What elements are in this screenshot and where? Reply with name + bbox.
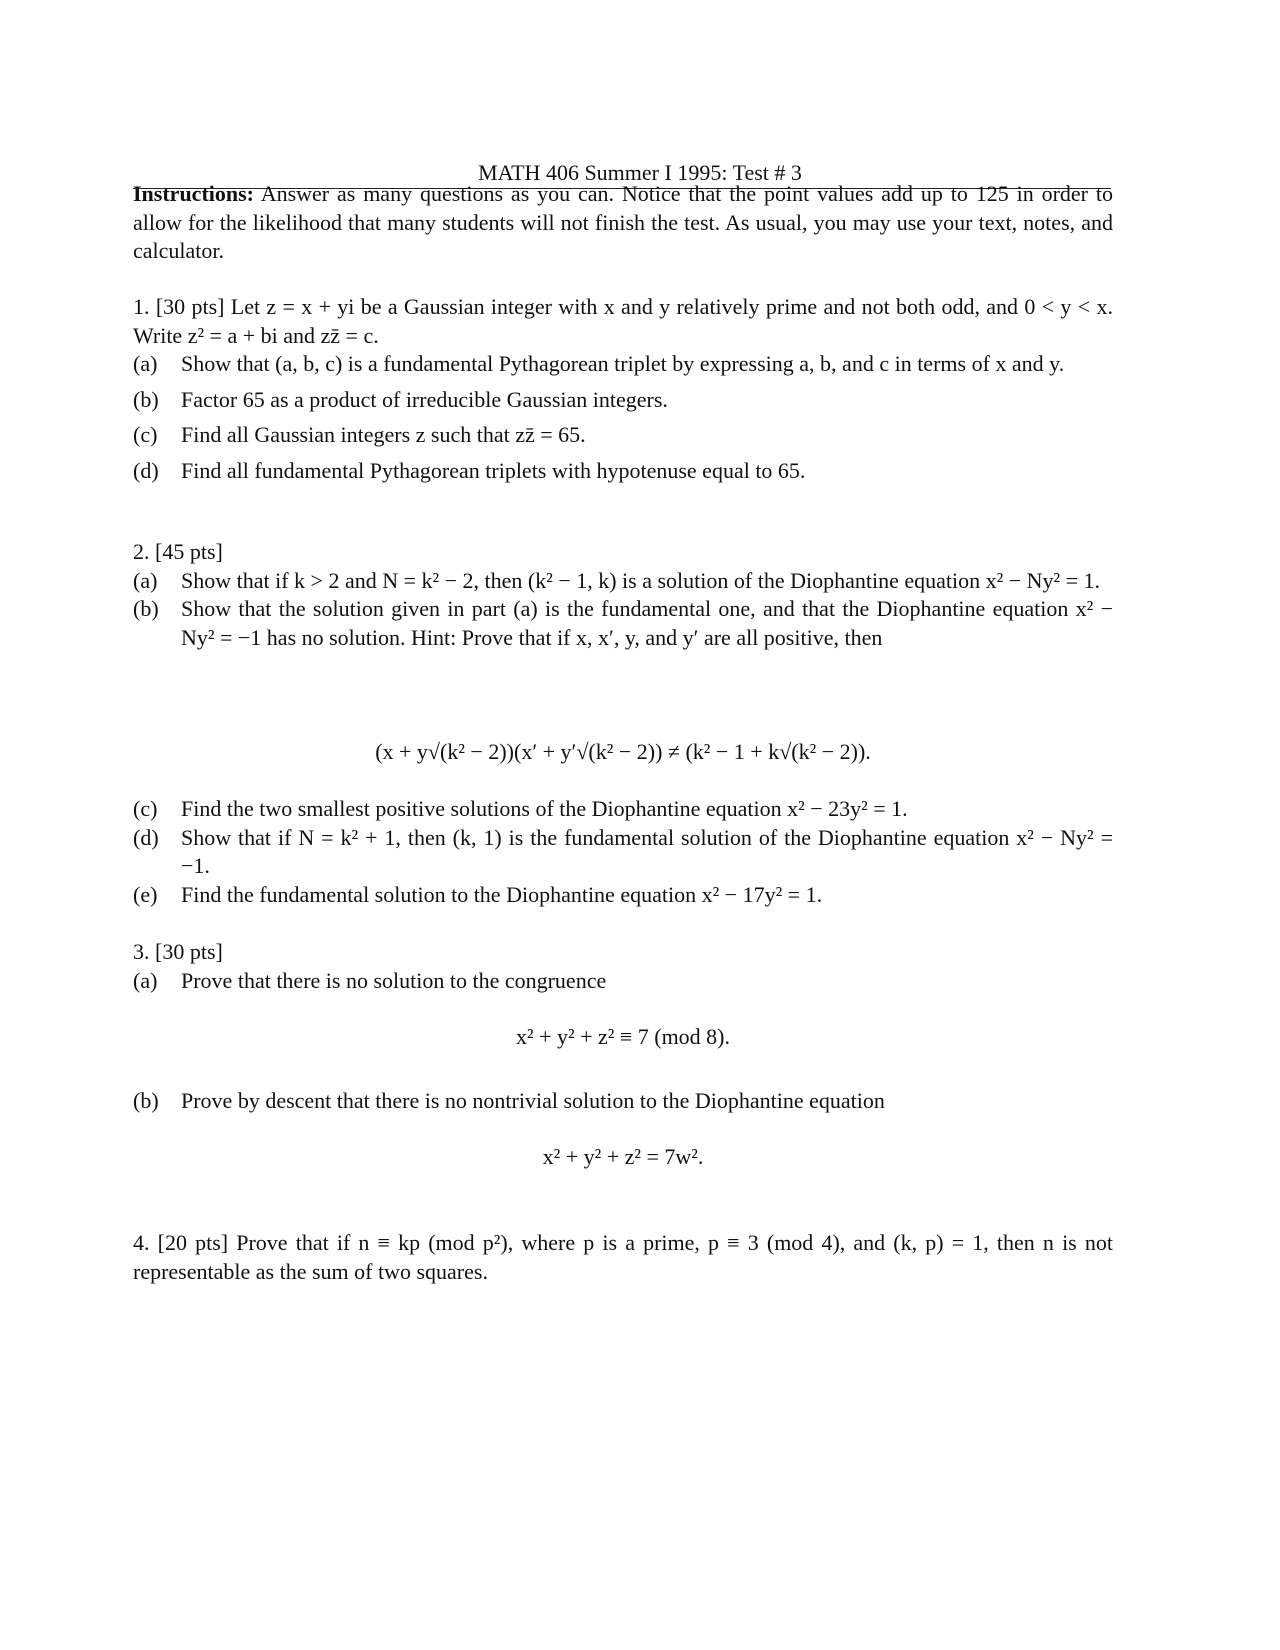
part-text: Prove that there is no solution to the congruence bbox=[181, 967, 607, 993]
question-4 bbox=[133, 1229, 1113, 1286]
part-text: Show that if k > 2 and N = k² − 2, then (k² − 1, k) is a solution of the Diophantine equation x² − Ny² = 1. bbox=[181, 567, 1100, 593]
part-text: Factor 65 as a product of irreducible Gaussian integers. bbox=[181, 386, 668, 412]
question-2b-display-equation: (x + y√(k² − 2))(x′ + y′√(k² − 2)) ≠ (k² − 1 + k√(k² − 2)). bbox=[375, 739, 871, 764]
part-label: (d) bbox=[133, 824, 159, 850]
question-3 bbox=[133, 938, 1113, 995]
question-1 bbox=[133, 293, 1113, 485]
part-text: Show that (a, b, c) is a fundamental Pythagorean triplet by expressing a, b, and c in terms of x and y. bbox=[181, 351, 1065, 376]
part-label: (e) bbox=[133, 881, 158, 907]
question-1-head: 1. [30 pts] Let z = x + yi be a Gaussian integer with x and y relatively prime and not both odd, and 0 < y < x. Write z² = a + bi and zz̄ = c. bbox=[133, 294, 1113, 348]
part-text: Find all fundamental Pythagorean triplets with hypotenuse equal to 65. bbox=[181, 457, 806, 483]
question-2b bbox=[133, 595, 1113, 652]
instructions bbox=[133, 180, 1113, 266]
page-title: MATH 406 Summer I 1995: Test # 3 bbox=[478, 160, 802, 185]
part-label: (b) bbox=[133, 1088, 159, 1113]
part-label: (d) bbox=[133, 457, 159, 483]
part-label: (c) bbox=[133, 796, 158, 821]
question-1b bbox=[133, 386, 1113, 415]
question-2d bbox=[133, 824, 1113, 881]
part-label: (c) bbox=[133, 422, 158, 447]
part-text: Find all Gaussian integers z such that zz̄ = 65. bbox=[181, 422, 586, 447]
question-3-head: 3. [30 pts] bbox=[133, 939, 223, 964]
question-3b bbox=[133, 1087, 1113, 1116]
question-1d bbox=[133, 457, 1113, 486]
part-text: Show that the solution given in part (a) is the fundamental one, and that the Diophantine equation x² − Ny² = −1 has no solution. Hint: Prove that if x, x′, y, and y′ are all positive, then bbox=[181, 596, 1113, 650]
question-2c bbox=[133, 795, 1113, 824]
question-2a bbox=[133, 567, 1113, 596]
part-label: (a) bbox=[133, 967, 158, 993]
part-text: Prove by descent that there is no nontrivial solution to the Diophantine equation bbox=[181, 1088, 885, 1113]
instructions-text: Answer as many questions as you can. Notice that the point values add up to 125 in order to allow for the likelihood that many students will not finish the test. As usual, you may use your text, notes, and calculator. bbox=[133, 181, 1113, 263]
part-label: (a) bbox=[133, 351, 158, 376]
question-3b-display-equation: x² + y² + z² = 7w². bbox=[542, 1144, 704, 1169]
question-1c bbox=[133, 421, 1113, 450]
question-2e bbox=[133, 881, 1113, 910]
part-label: (b) bbox=[133, 386, 159, 412]
part-text: Find the fundamental solution to the Diophantine equation x² − 17y² = 1. bbox=[181, 881, 823, 907]
part-text: Show that if N = k² + 1, then (k, 1) is the fundamental solution of the Diophantine equation x² − Ny² = −1. bbox=[181, 824, 1113, 878]
question-3a-display-equation: x² + y² + z² ≡ 7 (mod 8). bbox=[515, 1024, 731, 1049]
question-3-part-b bbox=[133, 1087, 1113, 1116]
question-4-text: 4. [20 pts] Prove that if n ≡ kp (mod p²), where p is a prime, p ≡ 3 (mod 4), and (k, p) = 1, then n is not representable as the sum of two squares. bbox=[133, 1230, 1113, 1284]
part-text: Find the two smallest positive solutions of the Diophantine equation x² − 23y² = 1. bbox=[181, 796, 908, 821]
part-label: (a) bbox=[133, 567, 158, 593]
question-2-head: 2. [45 pts] bbox=[133, 539, 223, 564]
question-2 bbox=[133, 538, 1113, 652]
instructions-label: Instructions: bbox=[133, 181, 255, 206]
question-1a bbox=[133, 350, 1113, 379]
question-3a bbox=[133, 967, 1113, 996]
question-2-rest bbox=[133, 795, 1113, 909]
part-label: (b) bbox=[133, 596, 159, 621]
